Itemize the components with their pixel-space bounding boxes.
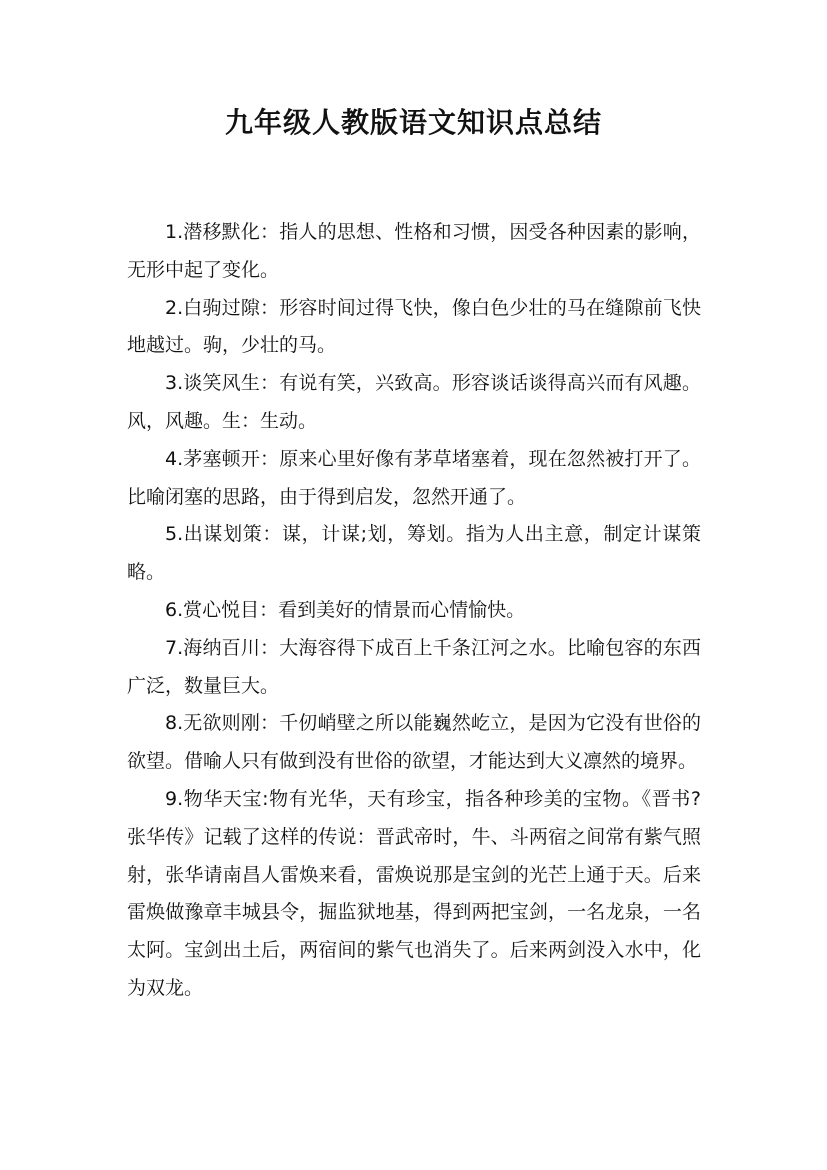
- entry-2: 2.白驹过隙：形容时间过得飞快，像白色少壮的马在缝隙前飞快地越过。驹，少壮的马。: [127, 296, 701, 357]
- entry-8: 8.无欲则刚：千仞峭壁之所以能巍然屹立，是因为它没有世俗的欲望。借喻人只有做到没有世俗的欲望，才能达到大义凛然的境界。: [127, 712, 701, 773]
- document-title: 九年级人教版语文知识点总结: [224, 106, 602, 139]
- entry-4: 4.茅塞顿开：原来心里好像有茅草堵塞着，现在忽然被打开了。比喻闭塞的思路，由于得到启发，忽然开通了。: [127, 447, 701, 508]
- document-body: [127, 214, 701, 1008]
- entry-5: 5.出谋划策：谋，计谋;划，筹划。指为人出主意，制定计谋策略。: [127, 523, 701, 584]
- entry-7: 7.海纳百川：大海容得下成百上千条江河之水。比喻包容的东西广泛，数量巨大。: [127, 636, 701, 697]
- entry-9: 9.物华天宝:物有光华，天有珍宝，指各种珍美的宝物。《晋书?张华传》记载了这样的传说：晋武帝时，牛、斗两宿之间常有紫气照射，张华请南昌人雷焕来看，雷焕说那是宝剑的光芒上通于天。后来雷焕做豫章丰城县令，掘监狱地基，得到两把宝剑，一名龙泉，一名太阿。宝剑出土后，两宿间的紫气也消失了。后来两剑没入水中，化为双龙。: [127, 787, 701, 999]
- entry-6: 6.赏心悦目：看到美好的情景而心情愉快。: [165, 598, 526, 621]
- entry-3: 3.谈笑风生：有说有笑，兴致高。形容谈话谈得高兴而有风趣。风，风趣。生：生动。: [127, 372, 701, 432]
- entry-1: 1.潜移默化：指人的思想、性格和习惯，因受各种因素的影响，无形中起了变化。: [127, 221, 701, 281]
